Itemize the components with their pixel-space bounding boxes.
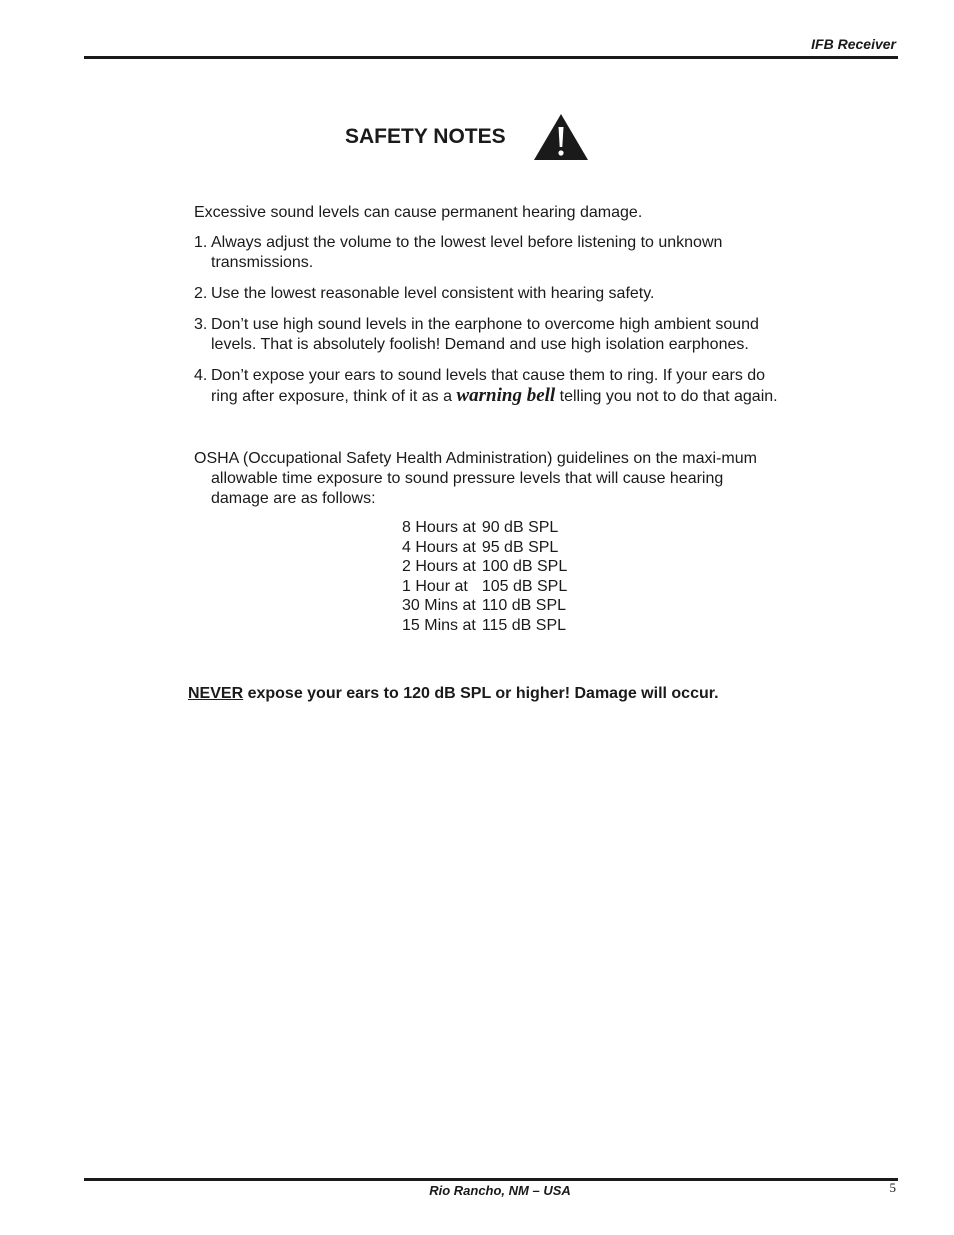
table-row [402, 596, 567, 616]
item-text: Always adjust the volume to the lowest level before listening to unknown transmissions. [211, 234, 723, 271]
level-cell: 100 dB SPL [481, 558, 568, 576]
intro-text: Excessive sound levels can cause permanent hearing damage. [194, 204, 643, 221]
list-item [194, 366, 784, 407]
item-text [211, 367, 778, 405]
item-number: 3. [194, 316, 208, 333]
level-cell: 110 dB SPL [481, 597, 567, 615]
header-rule [84, 56, 898, 59]
table-row [402, 557, 567, 577]
safety-notes-body [194, 203, 784, 636]
footer-location: Rio Rancho, NM – USA [429, 1183, 571, 1198]
emphasis-warning-bell: warning bell [456, 385, 556, 406]
duration-cell: 4 Hours at [402, 538, 476, 556]
never-warning-text: expose your ears to 120 dB SPL or higher! Damage will occur. [243, 685, 719, 702]
level-cell: 90 dB SPL [481, 519, 559, 536]
item-text: Use the lowest reasonable level consistent with hearing safety. [211, 285, 655, 302]
level-cell: 95 dB SPL [481, 538, 559, 556]
duration-cell: 2 Hours at [402, 558, 476, 576]
level-cell: 115 dB SPL [481, 616, 567, 634]
item-text-start: Don’t expose your ears to sound levels that cause them to ring. If your ears do ring after exposure, think of it as a [211, 367, 766, 405]
level-cell: 105 dB SPL [481, 577, 568, 595]
title-row [345, 112, 590, 162]
footer-rule [84, 1178, 898, 1181]
item-number: 4. [194, 367, 208, 384]
table-row [402, 518, 567, 538]
osha-guidelines-text: OSHA (Occupational Safety Health Administration) guidelines on the maxi-mum allowable time exposure to sound pressure levels that will cause hearing damage are as follows: [194, 450, 757, 507]
warning-triangle-icon [532, 112, 590, 162]
duration-cell: 15 Mins at [402, 616, 476, 634]
table-row [402, 577, 567, 597]
never-word: NEVER [188, 685, 244, 702]
table-row [402, 538, 567, 558]
page-number: 5 [889, 1180, 896, 1195]
item-number: 1. [194, 234, 208, 251]
duration-cell: 1 Hour at [402, 577, 468, 595]
list-item [194, 315, 784, 355]
duration-cell: 8 Hours at [402, 519, 476, 536]
running-header: IFB Receiver [811, 36, 896, 52]
list-item [194, 233, 784, 273]
list-item [194, 284, 784, 304]
item-number: 2. [194, 285, 208, 302]
safety-list [194, 233, 784, 407]
exposure-table [402, 518, 567, 636]
item-text: Don’t use high sound levels in the earphone to overcome high ambient sound levels. That is absolutely foolish! Demand and use high isolation earphones. [211, 316, 759, 353]
never-warning [188, 685, 719, 703]
page-title: SAFETY NOTES [345, 125, 506, 148]
item-text-end: telling you not to do that again. [555, 388, 778, 405]
duration-cell: 30 Mins at [402, 597, 476, 615]
table-row [402, 616, 567, 636]
